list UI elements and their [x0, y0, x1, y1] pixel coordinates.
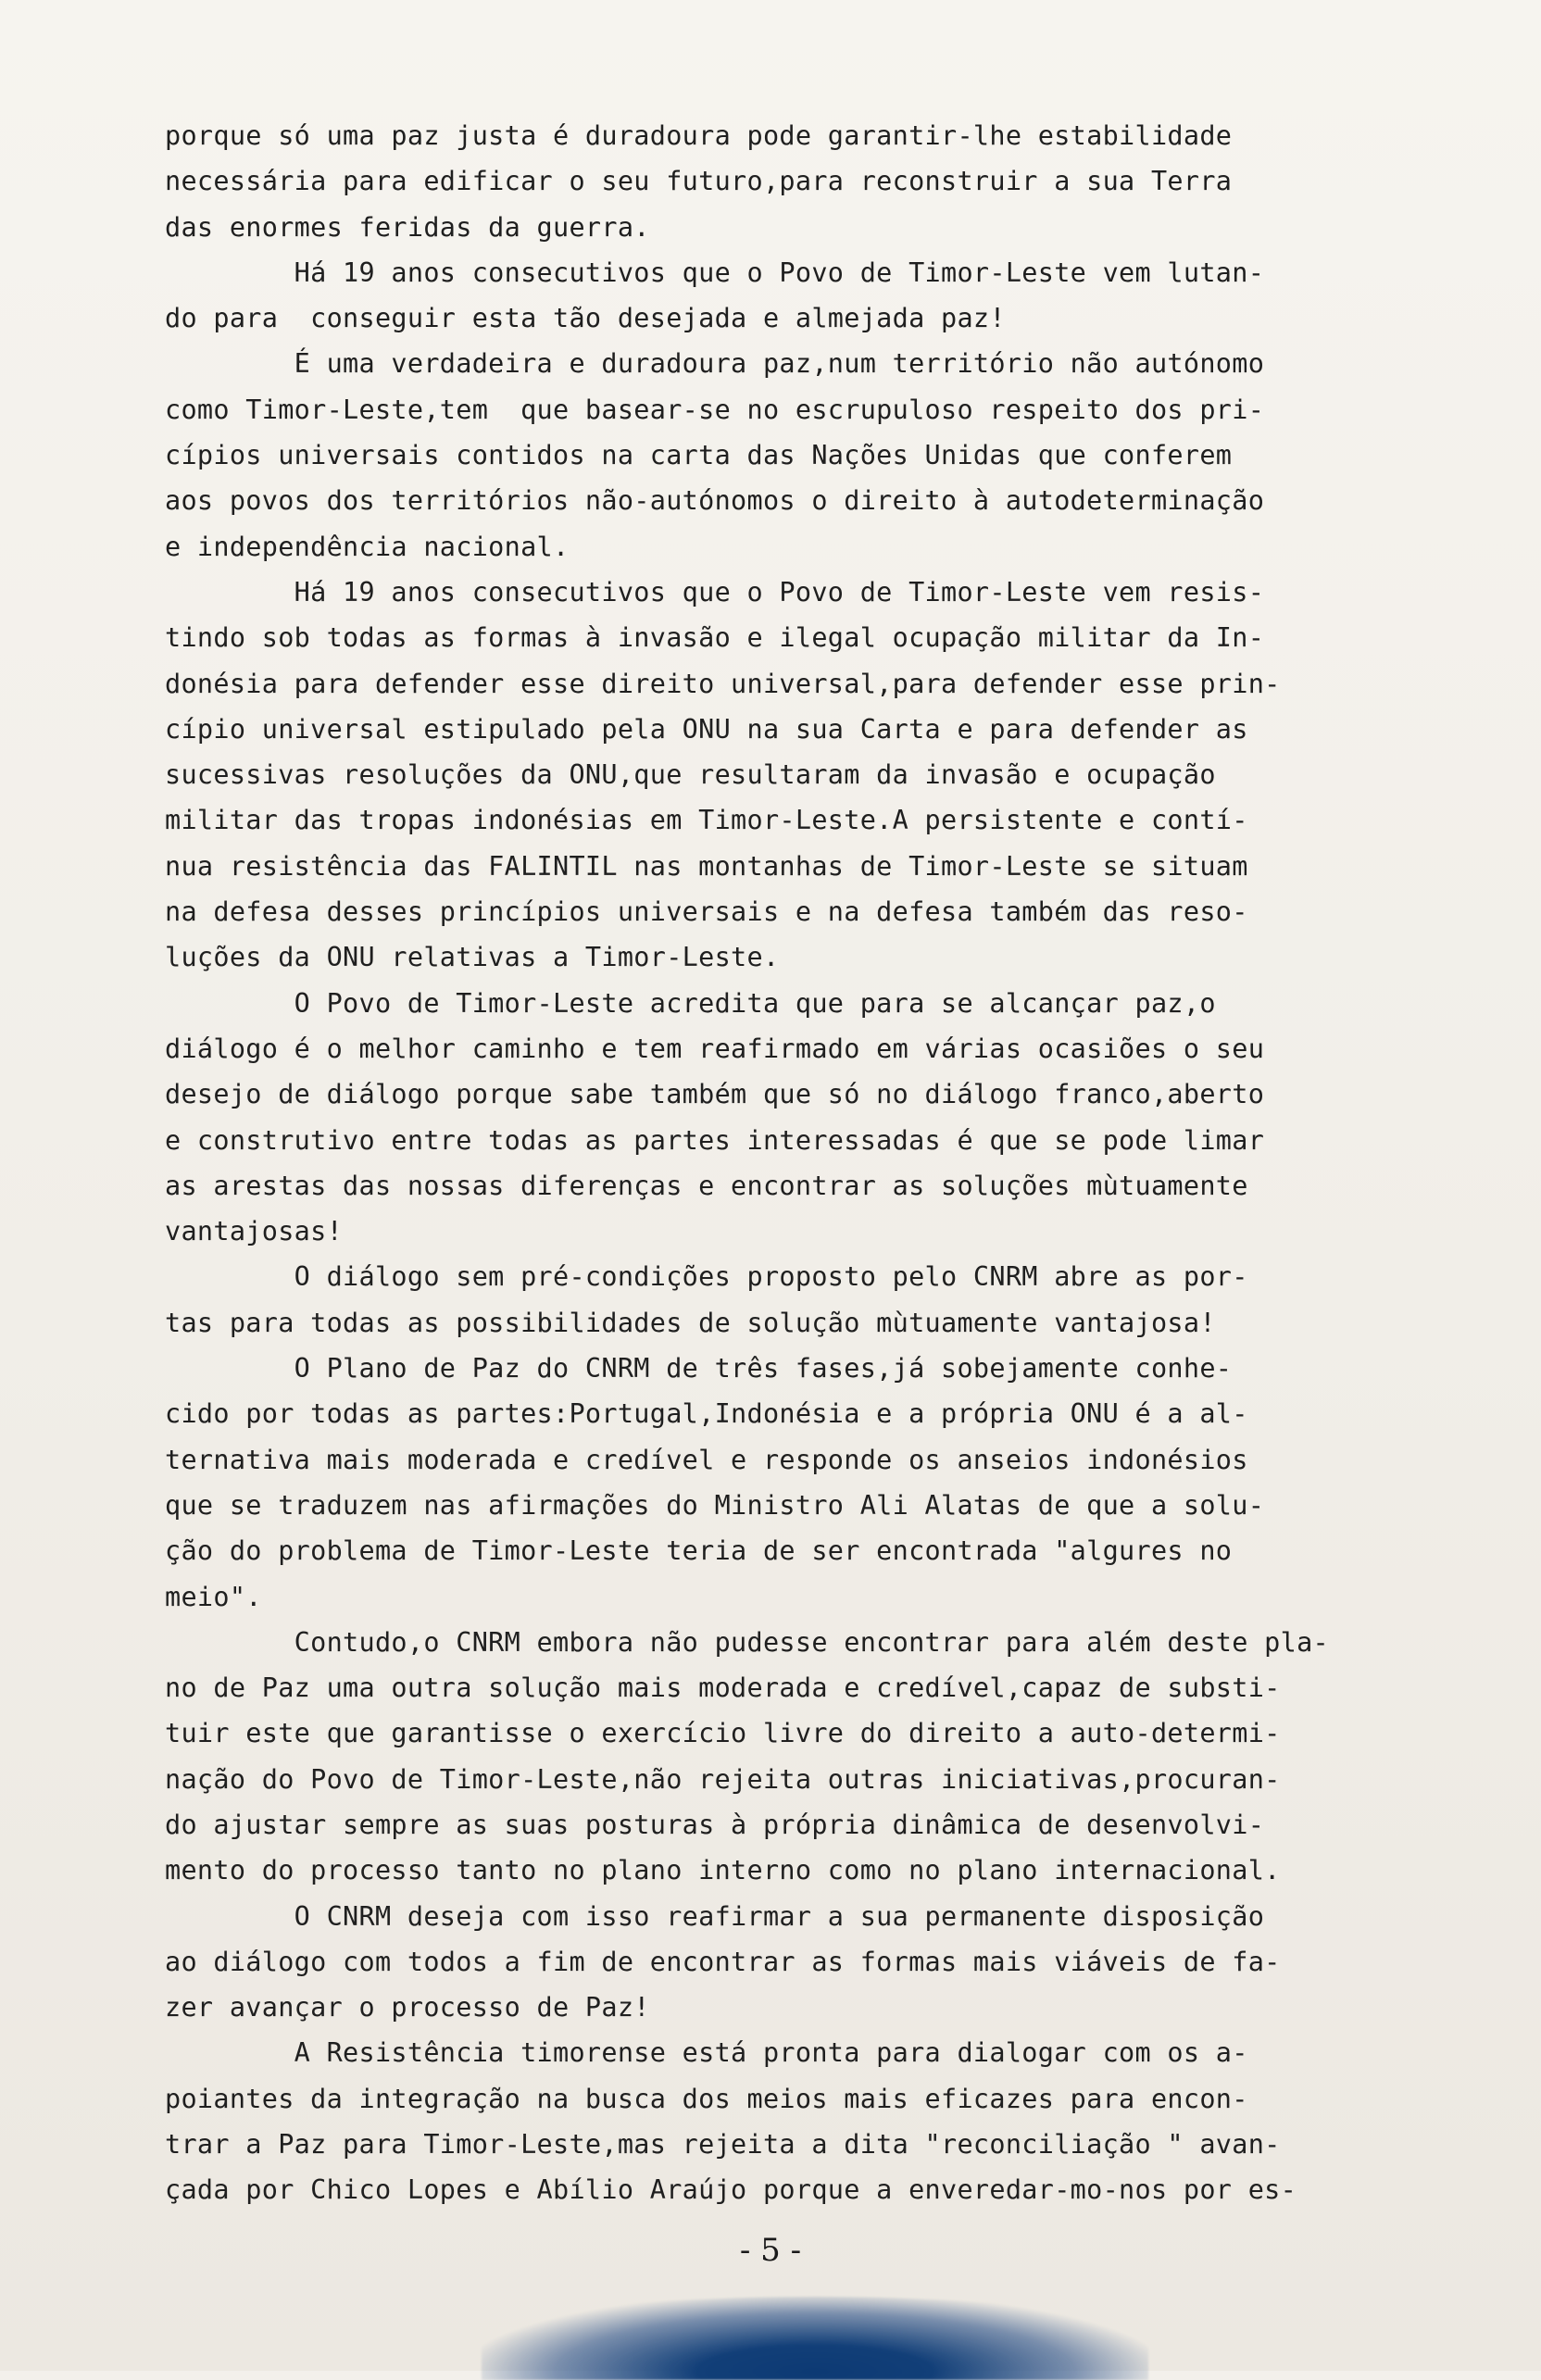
page-number: - 5 - [739, 2232, 802, 2269]
text-line: porque só uma paz justa é duradoura pode garantir-lhe estabilidade [165, 120, 1233, 151]
text-line: O CNRM deseja com isso reafirmar a sua permanente disposição [165, 1900, 1265, 1932]
text-line: militar das tropas indonésias em Timor-Leste.A persistente e contí- [165, 805, 1248, 836]
ink-stain [482, 2297, 1148, 2380]
text-line: das enormes feridas da guerra. [165, 211, 650, 243]
text-line: ternativa mais moderada e credível e responde os anseios indonésios [165, 1444, 1248, 1475]
text-line: meio". [165, 1581, 262, 1612]
text-line: mento do processo tanto no plano interno como no plano internacional. [165, 1855, 1281, 1886]
text-line: que se traduzem nas afirmações do Ministro Ali Alatas de que a solu- [165, 1489, 1265, 1521]
text-line: e independência nacional. [165, 531, 570, 562]
text-line: ção do problema de Timor-Leste teria de ser encontrada "algures no [165, 1535, 1233, 1567]
text-line: tindo sob todas as formas à invasão e ilegal ocupação militar da In- [165, 622, 1265, 654]
text-line: tuir este que garantisse o exercício livre do direito a auto-determi- [165, 1718, 1281, 1749]
text-line: e construtivo entre todas as partes interessadas é que se pode limar [165, 1124, 1265, 1156]
text-line: cípios universais contidos na carta das Nações Unidas que conferem [165, 440, 1233, 471]
text-line: ao diálogo com todos a fim de encontrar as formas mais viáveis de fa- [165, 1946, 1281, 1977]
text-line: O diálogo sem pré-condições proposto pelo CNRM abre as por- [165, 1261, 1248, 1293]
text-line: donésia para defender esse direito universal,para defender esse prin- [165, 668, 1281, 699]
text-line: Contudo,o CNRM embora não pudesse encontrar para além deste pla- [165, 1626, 1330, 1658]
text-line: do ajustar sempre as suas posturas à própria dinâmica de desenvolvi- [165, 1809, 1265, 1840]
text-line: O Plano de Paz do CNRM de três fases,já sobejamente conhe- [165, 1353, 1233, 1384]
text-line: como Timor-Leste,tem que basear-se no escrupuloso respeito dos pri- [165, 394, 1265, 425]
text-line: zer avançar o processo de Paz! [165, 1992, 650, 2023]
text-line: vantajosas! [165, 1216, 344, 1247]
text-line: Há 19 anos consecutivos que o Povo de Timor-Leste vem resis- [165, 576, 1265, 608]
text-line: nação do Povo de Timor-Leste,não rejeita outras iniciativas,procuran- [165, 1763, 1281, 1795]
text-line: Há 19 anos consecutivos que o Povo de Timor-Leste vem lutan- [165, 257, 1265, 288]
text-line: cípio universal estipulado pela ONU na sua Carta e para defender as [165, 713, 1248, 745]
text-line: na defesa desses princípios universais e na defesa também das reso- [165, 896, 1248, 928]
text-line: A Resistência timorense está pronta para dialogar com os a- [165, 2037, 1248, 2069]
document-body [165, 113, 1480, 2213]
text-line: É uma verdadeira e duradoura paz,num território não autónomo [165, 348, 1265, 380]
text-line: O Povo de Timor-Leste acredita que para se alcançar paz,o [165, 987, 1216, 1019]
text-line: aos povos dos territórios não-autónomos o direito à autodeterminação [165, 485, 1265, 517]
text-line: luções da ONU relativas a Timor-Leste. [165, 942, 780, 973]
text-line: diálogo é o melhor caminho e tem reafirmado em várias ocasiões o seu [165, 1033, 1265, 1064]
text-line: çada por Chico Lopes e Abílio Araújo porque a enveredar-mo-nos por es- [165, 2174, 1297, 2206]
text-line: do para conseguir esta tão desejada e almejada paz! [165, 303, 1006, 334]
text-line: tas para todas as possibilidades de solução mùtuamente vantajosa! [165, 1307, 1216, 1338]
text-line: sucessivas resoluções da ONU,que resultaram da invasão e ocupação [165, 759, 1216, 791]
text-line: no de Paz uma outra solução mais moderada e credível,capaz de substi- [165, 1672, 1281, 1704]
text-line: trar a Paz para Timor-Leste,mas rejeita a dita "reconciliação " avan- [165, 2129, 1281, 2161]
text-line: poiantes da integração na busca dos meios mais eficazes para encon- [165, 2083, 1248, 2114]
text-line: necessária para edificar o seu futuro,para reconstruir a sua Terra [165, 166, 1233, 197]
text-line: desejo de diálogo porque sabe também que só no diálogo franco,aberto [165, 1079, 1265, 1110]
text-line: as arestas das nossas diferenças e encontrar as soluções mùtuamente [165, 1170, 1248, 1201]
text-line: nua resistência das FALINTIL nas montanhas de Timor-Leste se situam [165, 850, 1248, 882]
text-line: cido por todas as partes:Portugal,Indonésia e a própria ONU é a al- [165, 1398, 1248, 1430]
